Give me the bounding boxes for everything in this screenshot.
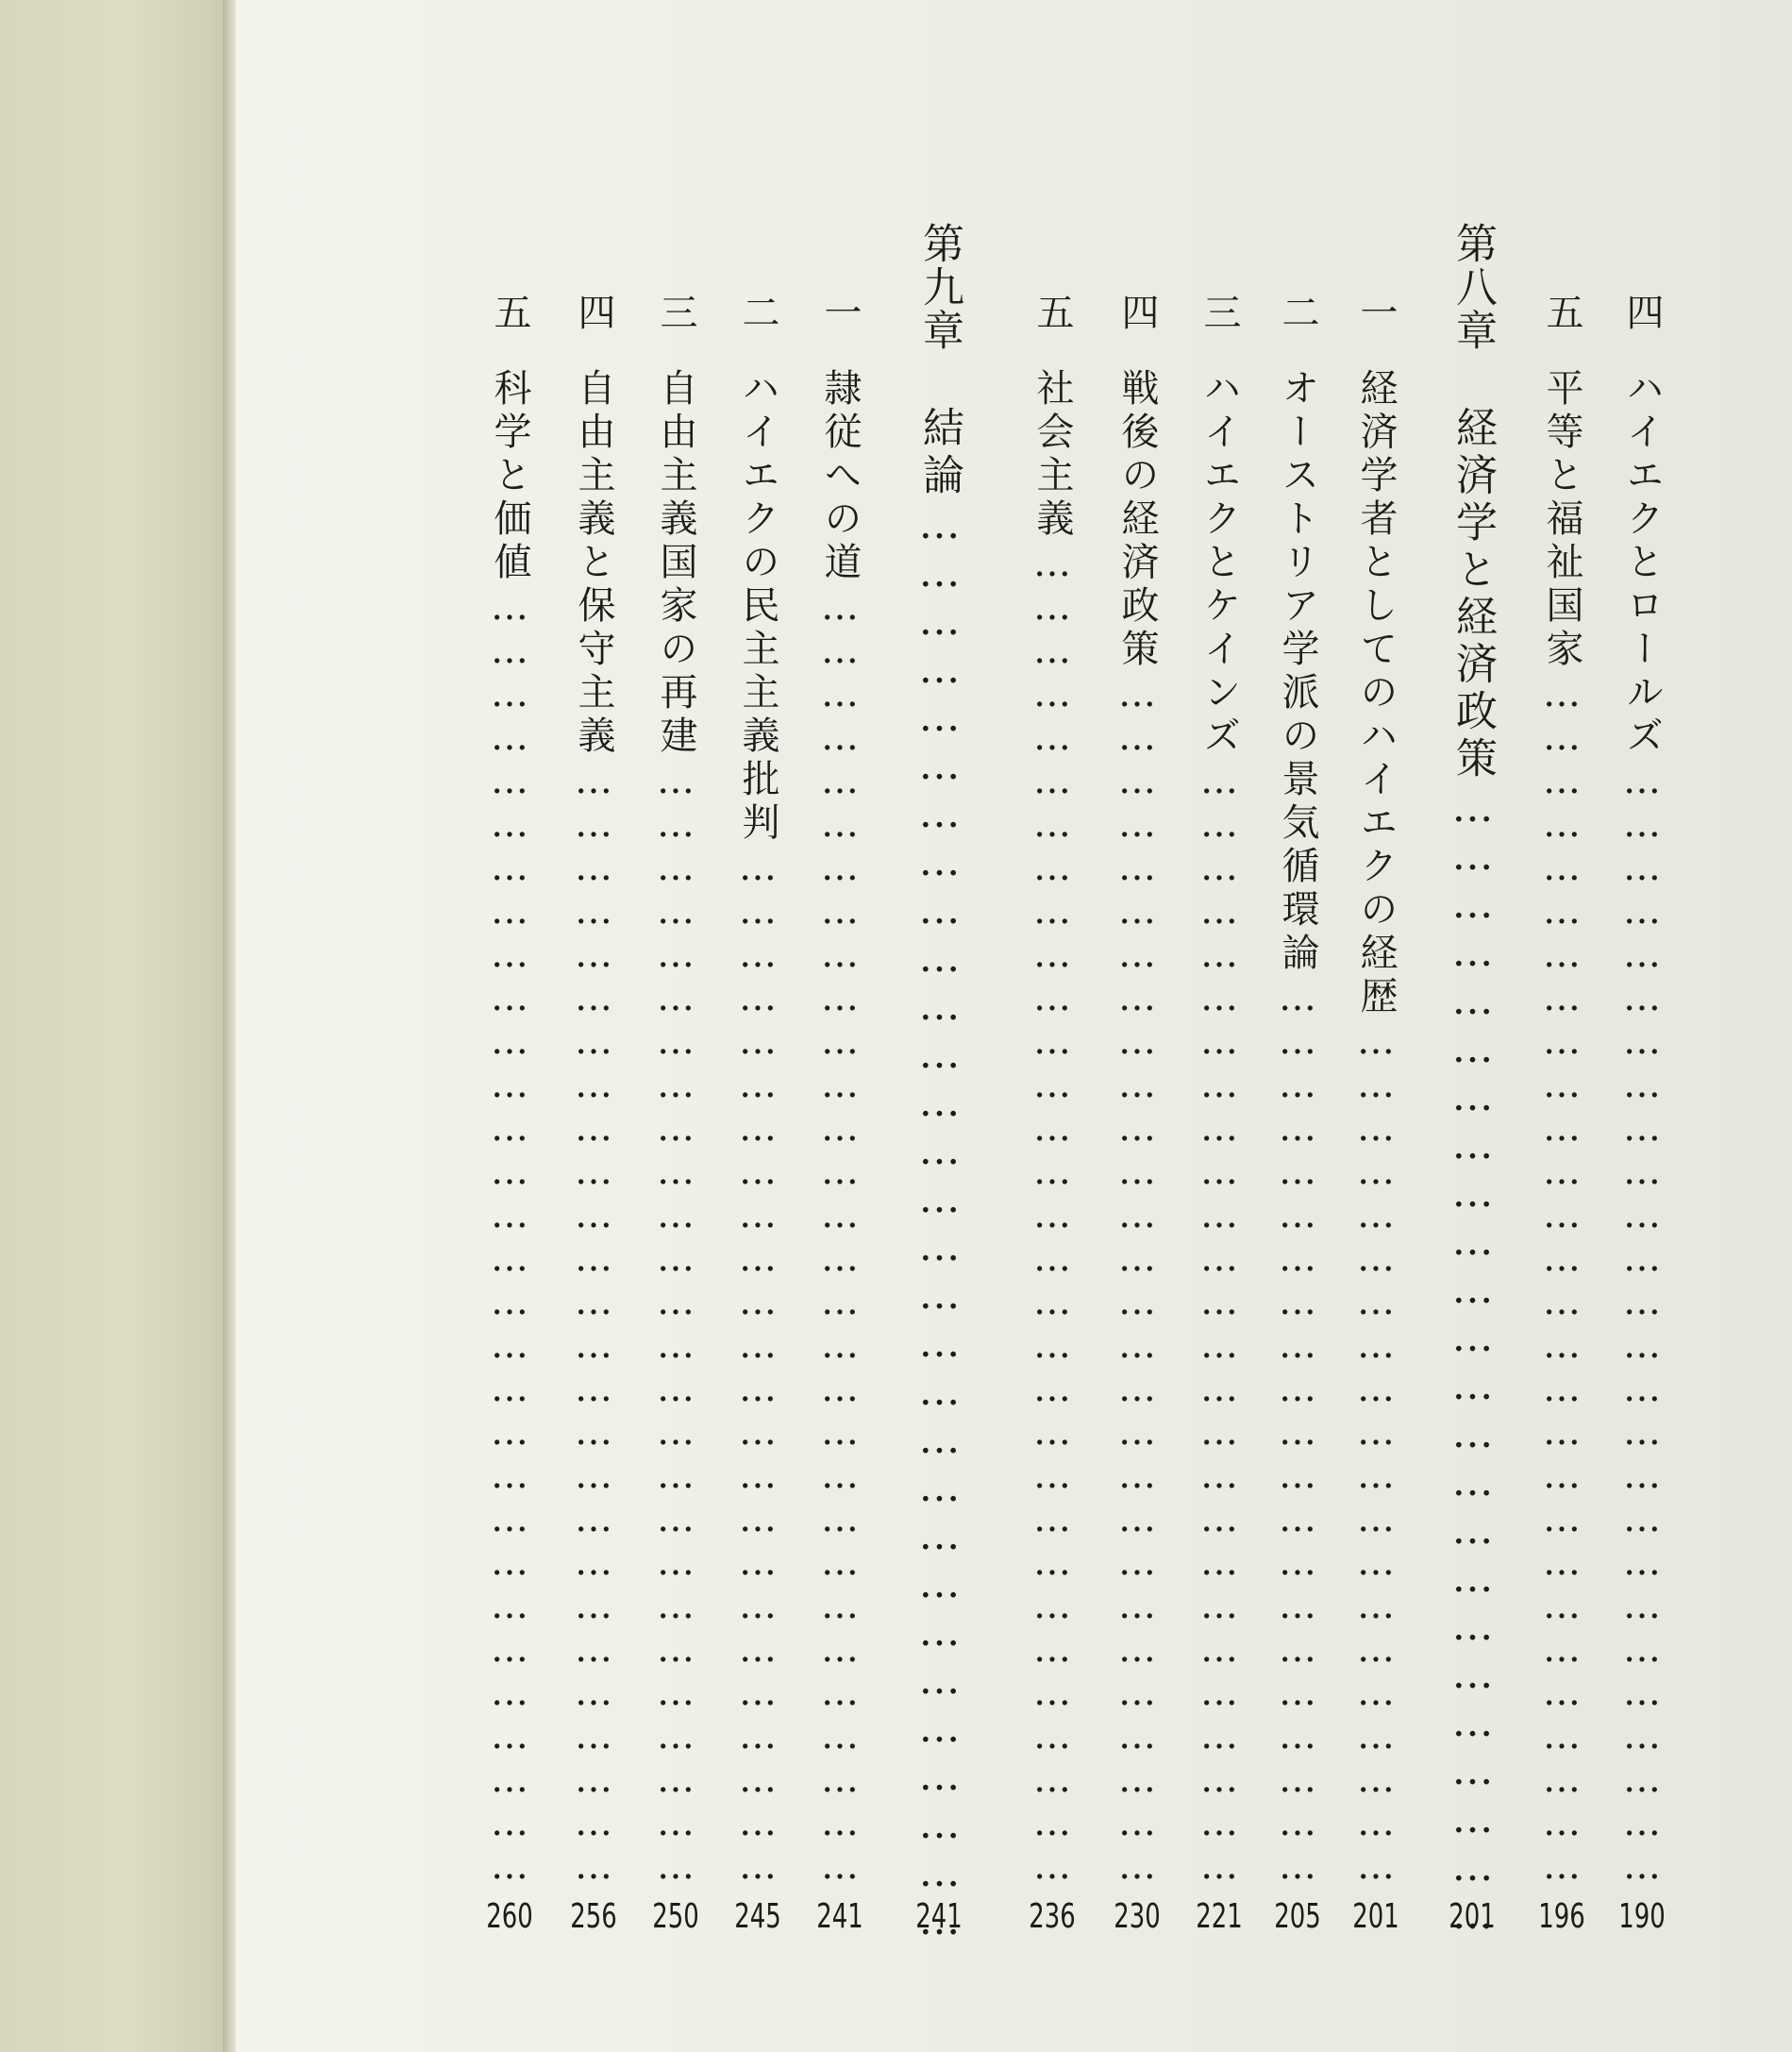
section-number: 二 xyxy=(736,293,779,336)
page-number: 201 xyxy=(1449,1897,1496,1936)
entry-title: ハイエクの民主主義批判 …………………………………………………………………………………………………………………… xyxy=(720,368,796,1907)
page-number: 260 xyxy=(486,1897,533,1936)
toc-entry-section xyxy=(1260,0,1335,2052)
page-number: 190 xyxy=(1618,1897,1666,1936)
toc-entry-section xyxy=(1338,0,1414,2052)
page-number: 221 xyxy=(1196,1897,1243,1936)
section-number: 五 xyxy=(1540,293,1583,336)
page-number: 245 xyxy=(734,1897,781,1936)
page-number: 241 xyxy=(816,1897,863,1936)
page-number: 256 xyxy=(570,1897,617,1936)
page-number: 241 xyxy=(915,1897,963,1936)
chapter-title: 経済学と経済政策 …………………………………………………………………………………………………………………… xyxy=(1434,406,1510,1944)
entry-title: 戦後の経済政策 …………………………………………………………………………………………………………………… xyxy=(1099,368,1175,1907)
section-number: 五 xyxy=(1030,293,1074,336)
toc-entry-section xyxy=(1099,0,1175,2052)
entry-title: 自由主義と保守主義 …………………………………………………………………………………………………………………… xyxy=(556,368,631,1907)
section-number: 四 xyxy=(1115,293,1159,336)
entry-title: オーストリア学派の景気循環論 …………………………………………………………………………………………………………………… xyxy=(1260,368,1335,1907)
toc-entry-chapter xyxy=(1434,0,1510,2052)
toc-entry-section xyxy=(802,0,878,2052)
page-number: 205 xyxy=(1274,1897,1321,1936)
toc-entry-section xyxy=(720,0,796,2052)
section-number: 一 xyxy=(818,293,862,336)
page-number: 201 xyxy=(1352,1897,1399,1936)
section-number: 三 xyxy=(1197,293,1241,336)
section-number: 二 xyxy=(1276,293,1319,336)
section-number: 五 xyxy=(488,293,531,336)
entry-title: 自由主義国家の再建 …………………………………………………………………………………………………………………… xyxy=(638,368,713,1907)
section-number: 一 xyxy=(1354,293,1398,336)
section-number: 四 xyxy=(1620,293,1664,336)
toc-entry-section xyxy=(638,0,713,2052)
toc-entry-section xyxy=(1014,0,1090,2052)
section-number: 四 xyxy=(572,293,615,336)
entry-title: 社会主義 …………………………………………………………………………………………………………………… xyxy=(1014,368,1090,1907)
toc-page xyxy=(236,0,1792,2052)
page-number: 230 xyxy=(1114,1897,1161,1936)
toc-entry-section xyxy=(1604,0,1680,2052)
toc-entry-section xyxy=(1181,0,1257,2052)
chapter-marker: 第九章 xyxy=(915,222,963,352)
toc-entry-section xyxy=(1524,0,1599,2052)
entry-title: 隷従への道 …………………………………………………………………………………………………………………… xyxy=(802,368,878,1907)
section-number: 三 xyxy=(654,293,697,336)
page-number: 236 xyxy=(1029,1897,1076,1936)
toc-entry-section xyxy=(472,0,547,2052)
chapter-marker: 第八章 xyxy=(1449,222,1497,352)
left-page-edge xyxy=(0,0,230,2052)
page-number: 250 xyxy=(652,1897,699,1936)
chapter-title: 結論 …………………………………………………………………………………………………………………… xyxy=(901,406,977,1944)
toc-entry-chapter xyxy=(901,0,977,2052)
page-number: 196 xyxy=(1538,1897,1585,1936)
toc-entry-section xyxy=(556,0,631,2052)
entry-title: 科学と価値 …………………………………………………………………………………………………………………… xyxy=(472,368,547,1907)
entry-title: 平等と福祉国家 …………………………………………………………………………………………………………………… xyxy=(1524,368,1599,1907)
entry-title: ハイエクとケインズ …………………………………………………………………………………………………………………… xyxy=(1181,368,1257,1907)
entry-title: ハイエクとロールズ …………………………………………………………………………………………………………………… xyxy=(1604,368,1680,1907)
entry-title: 経済学者としてのハイエクの経歴 …………………………………………………………………………………………………………………… xyxy=(1338,368,1414,1907)
